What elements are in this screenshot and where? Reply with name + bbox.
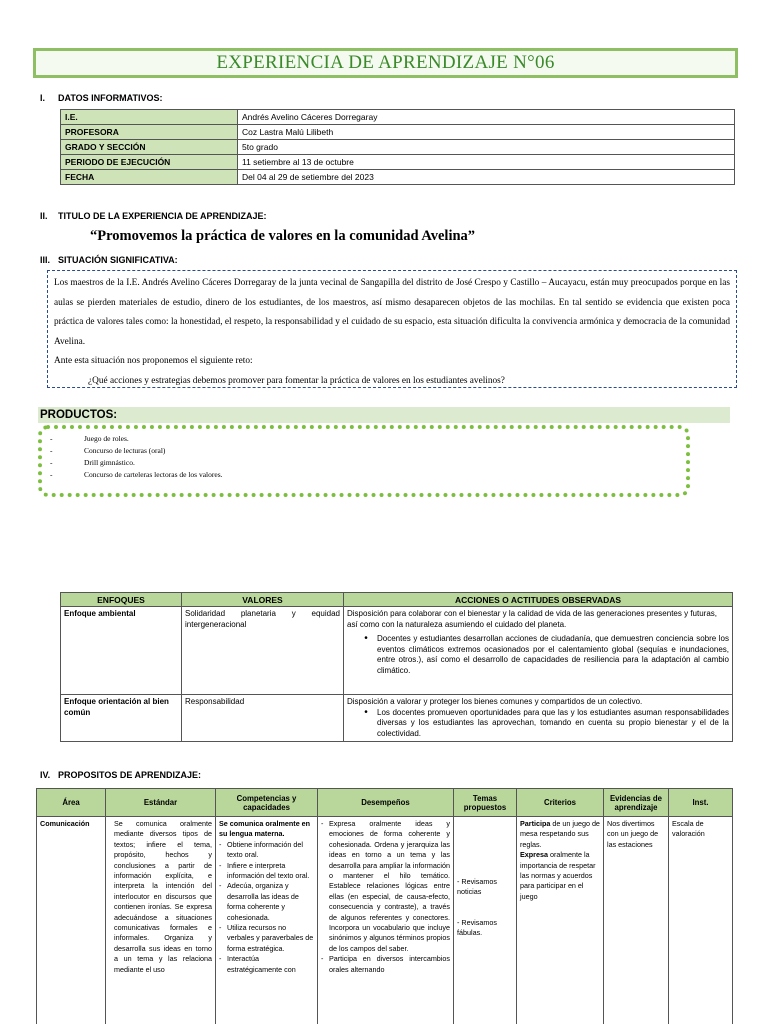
info-table [60, 109, 735, 185]
column-header: Competencias y capacidades [216, 789, 318, 817]
capacidad-text: Infiere e interpreta información del texto oral. [227, 860, 310, 881]
column-header: VALORES [182, 593, 344, 607]
section-label: PROPOSITOS DE APRENDIZAJE: [58, 770, 202, 780]
section-situacion-heading [40, 255, 178, 265]
list-item [219, 861, 314, 882]
product-text: Juego de roles. [84, 434, 129, 443]
enfoque-cell: Enfoque ambiental [61, 607, 182, 695]
situation-box [47, 270, 737, 388]
dash-bullet: - [321, 954, 324, 964]
criterios-cell [517, 817, 604, 1024]
dash-bullet: - [50, 446, 53, 455]
capacidad-text: Adecúa, organiza y desarrolla las ideas de forma coherente y cohesionada. [227, 881, 299, 922]
column-header: Estándar [106, 789, 216, 817]
section-number: I. [40, 93, 46, 103]
column-header: ENFOQUES [61, 593, 182, 607]
dash-bullet: - [219, 860, 222, 870]
situation-paragraph: Los maestros de la I.E. Andrés Avelino Cáceres Dorregaray de la junta vecinal de Sangapilla del distrito de José Crespo y Castillo – Aucayacu, están muy preocupados porque en las aulas se pierden materiales de estudio, dinero de los estudiantes, de los maestros, así mismo desaparecen objetos de las mochilas. En tal sentido se evidencia que existen poca práctica de valores tales como: la honestidad, el respeto, la responsabilidad y el cuidado de su espacio, esta situación dificulta la convivencia armónica y democracia de la comunidad Avelina. [54, 278, 730, 347]
instrumento-cell: Escala de valoración [669, 817, 733, 1024]
valor-cell: Solidaridad planetaria y equidad intergeneracional [182, 607, 344, 695]
section-number: II. [40, 211, 48, 221]
info-label: I.E. [61, 110, 238, 125]
table-row [37, 817, 733, 1024]
dash-bullet: - [219, 954, 222, 964]
info-label: GRADO Y SECCIÓN [61, 140, 238, 155]
bullet-text: Los docentes promueven oportunidades para que las y los estudiantes asuman responsabilidades diversas y los estudiantes las aprovechan, tomando en cuenta su propio bienestar y el de la colectividad. [377, 707, 729, 738]
accion-cell [344, 695, 733, 742]
capacidad-text: Obtiene información del texto oral. [227, 839, 303, 860]
accion-text: Disposición a valorar y proteger los bienes comunes y compartidos de un colectivo. [347, 697, 643, 706]
table-row [61, 607, 733, 695]
criterio-text: oralmente la importancia de respetar las normas y acuerdos para participar en el juego [520, 850, 596, 901]
column-header: Inst. [669, 789, 733, 817]
bullet-icon: • [364, 633, 368, 644]
section-propositos-heading [40, 770, 201, 780]
section-number: III. [40, 255, 51, 265]
competencias-cell [216, 817, 318, 1024]
capacidad-text: Interactúa estratégicamente con [227, 954, 296, 974]
info-value: Del 04 al 29 de setiembre del 2023 [238, 170, 735, 185]
column-header: Criterios [517, 789, 604, 817]
table-row [61, 110, 735, 125]
square-bullet-icon [54, 372, 78, 392]
column-header: Desempeños [318, 789, 454, 817]
project-title: “Promovemos la práctica de valores en la comunidad Avelina” [90, 228, 476, 244]
evidencias-cell: Nos divertimos con un juego de las estaciones [604, 817, 669, 1024]
list-item [50, 469, 678, 481]
dash-bullet: - [50, 434, 53, 443]
section-titulo-heading [40, 211, 267, 221]
temas-cell [454, 817, 517, 1024]
table-row [61, 140, 735, 155]
products-heading: PRODUCTOS: [38, 407, 730, 423]
list-item [219, 881, 314, 923]
competencia-title: Se comunica oralmente en su lengua materna. [219, 819, 311, 839]
product-text: Concurso de lecturas (oral) [84, 446, 166, 455]
info-value: Coz Lastra Malú Lilibeth [238, 125, 735, 140]
list-item [50, 457, 678, 469]
propositos-table [36, 788, 733, 1024]
area-cell: Comunicación [37, 817, 106, 1024]
valor-cell: Responsabilidad [182, 695, 344, 742]
section-label: TITULO DE LA EXPERIENCIA DE APRENDIZAJE: [58, 211, 267, 221]
table-header-row [37, 789, 733, 817]
info-value: 11 setiembre al 13 de octubre [238, 155, 735, 170]
table-row [61, 170, 735, 185]
list-item [50, 445, 678, 457]
criterio-verb: Expresa [520, 850, 548, 860]
dash-bullet: - [50, 458, 53, 467]
list-item [50, 433, 678, 445]
info-label: PERIODO DE EJECUCIÓN [61, 155, 238, 170]
list-item [219, 954, 314, 975]
dash-bullet: - [50, 470, 53, 479]
capacidad-text: Utiliza recursos no verbales y paraverbales de forma estratégica. [227, 923, 314, 953]
accion-cell [344, 607, 733, 695]
products-list [38, 425, 690, 497]
challenge-line [54, 372, 730, 392]
tema-text: - Revisamos fábulas. [457, 917, 497, 938]
column-header: Área [37, 789, 106, 817]
list-item [321, 819, 450, 954]
column-header: Evidencias de aprendizaje [604, 789, 669, 817]
experience-title-box [33, 48, 738, 78]
enfoque-cell: Enfoque orientación al bien común [61, 695, 182, 742]
section-number: IV. [40, 770, 51, 780]
criterio-verb: Participa [520, 819, 551, 828]
dash-bullet: - [219, 839, 222, 849]
criterio-item [520, 819, 600, 850]
desempenos-cell [318, 817, 454, 1024]
experience-title: EXPERIENCIA DE APRENDIZAJE N°06 [216, 52, 555, 73]
enfoques-table [60, 592, 733, 742]
list-item [321, 954, 450, 975]
criterio-text: de un juego de mesa respetando sus reglas. [520, 819, 600, 849]
bullet-text: Docentes y estudiantes desarrollan acciones de ciudadanía, que demuestren conciencia sobre los eventos climáticos extremos ocasionados por el calentamiento global (sequías e inundaciones, entre otros.), así como el desarrollo de capacidades de resiliencia para la adaptación al cambio climático. [377, 634, 729, 675]
accion-bullet [347, 708, 729, 740]
table-row [61, 125, 735, 140]
column-header: ACCIONES O ACTITUDES OBSERVADAS [344, 593, 733, 607]
criterio-item [520, 850, 600, 902]
challenge-intro: Ante esta situación nos proponemos el siguiente reto: [54, 356, 253, 366]
info-value: Andrés Avelino Cáceres Dorregaray [238, 110, 735, 125]
section-label: SITUACIÓN SIGNIFICATIVA: [58, 255, 178, 265]
list-item [219, 840, 314, 861]
accion-text: Disposición para colaborar con el bienestar y la calidad de vida de las generaciones presentes y futuras, así como con la naturaleza asumiendo el cuidado del planeta. [347, 609, 717, 629]
accion-bullet [347, 630, 729, 676]
list-item [219, 923, 314, 954]
column-header: Temas propuestos [454, 789, 517, 817]
info-value: 5to grado [238, 140, 735, 155]
desempeno-text: Expresa oralmente ideas y emociones de forma coherente y cohesionada. Ordena y jerarquiza las ideas en torno a un tema y las desarrolla para ampliar la información o mantener el hilo temático. Establece relaciones lógicas entre ellas (en especial, de causa-efecto, consecuencia y contraste), a través de algunos referentes y conectores. Incorpora un vocabulario que incluye sinónimos y algunos términos propios de los campos del saber. [329, 819, 450, 953]
tema-text: - Revisamos noticias [457, 877, 497, 897]
section-label: DATOS INFORMATIVOS: [58, 93, 163, 103]
product-text: Drill gimnástico. [84, 458, 135, 467]
table-row [61, 155, 735, 170]
challenge-question: ¿Qué acciones y estrategias debemos promover para fomentar la práctica de valores en los estudiantes avelinos? [88, 375, 505, 386]
section-datos-heading [40, 93, 163, 103]
estandar-cell: Se comunica oralmente mediante diversos tipos de textos; infiere el tema, propósito, hechos y conclusiones a partir de información explícita, e interpreta la intención del interlocutor en discursos que contienen ironías. Se expresa adecuándose a situaciones comunicativas formales e informales. Organiza y desarrolla sus ideas en torno a un tema y las relaciona mediante el uso [106, 817, 216, 1024]
product-text: Concurso de carteleras lectoras de los valores. [84, 470, 223, 479]
table-row [61, 695, 733, 742]
info-label: FECHA [61, 170, 238, 185]
info-label: PROFESORA [61, 125, 238, 140]
bullet-icon: • [364, 706, 368, 718]
table-header-row [61, 593, 733, 607]
dash-bullet: - [321, 819, 324, 828]
dash-bullet: - [219, 923, 222, 933]
desempeno-text: Participa en diversos intercambios orales alternando [329, 954, 450, 974]
dash-bullet: - [219, 881, 222, 891]
